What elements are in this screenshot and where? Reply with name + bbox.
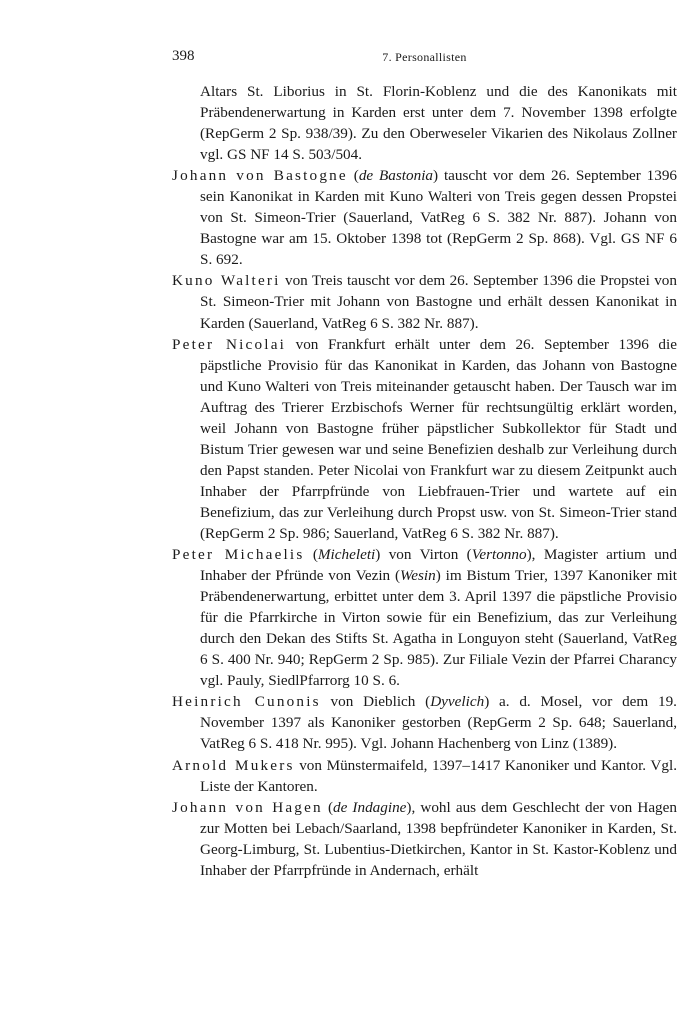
entry-paragraph [172,334,677,544]
page-header [172,48,677,68]
entry-italic-term: Wesin [400,567,436,585]
entry-text: ), wohl aus dem Geschlecht der von Hagen zur Motten bei Lebach/Saarland, 1398 bepfründeter Kanoniker in Karden, St. Georg-Limburg, St. Lubentius-Dietkirchen, Kantor in St. Kastor-Koblenz und Inhaber der Pfarrpfründe in Andernach, erhält [200,798,677,879]
entry-text: ( [304,546,318,564]
continuation-paragraph: Altars St. Liborius in St. Florin-Koblenz und die des Kanonikats mit Präbendenerwartung in Karden erst unter dem 7. November 1398 erfolgte (RepGerm 2 Sp. 938/39). Zu den Oberweseler Vikarien des Nikolaus Zollner vgl. GS NF 14 S. 503/504. [200,83,677,164]
page-number: 398 [172,48,195,64]
entry-name: Arnold Mukers [172,756,295,774]
entry-name: Johann von Bastogne [172,167,348,185]
entry-text: ) tauscht vor dem 26. September 1396 sein Kanonikat in Karden mit Kuno Walteri von Treis gegen dessen Propstei von St. Simeon-Trier (Sauerland, VatReg 6 S. 382 Nr. 887). Johann von Bastogne war am 15. Oktober 1398 tot (RepGerm 2 Sp. 868). Vgl. GS NF 6 S. 692. [200,167,678,269]
entry-paragraph [172,797,677,881]
entry-text: von Dieblich ( [320,693,431,711]
entry-name: Peter Michaelis [172,546,305,564]
entry-text: ), Magister artium und Inhaber der Pfründe von Vezin ( [200,546,677,585]
entry-text: ( [347,167,359,185]
entry-text: ) von Virton ( [375,546,472,564]
running-title: 7. Personallisten [382,50,467,64]
entry-italic-term: Vertonno [471,546,527,564]
entry-text: ) a. d. Mosel, vor dem 19. November 1397 als Kanoniker gestorben (RepGerm 2 Sp. 648; Sauerland, VatReg 6 S. 418 Nr. 995). Vgl. Johann Hachenberg von Linz (1389). [200,693,677,753]
entry-paragraph [172,544,677,691]
entry-paragraph [172,270,677,333]
entry-text: von Frankfurt erhält unter dem 26. September 1396 die päpstliche Provisio für das Kanonikat in Karden, das Johann von Bastogne und Kuno Walteri von Treis miteinander getauscht haben. Der Tausch war im Auftrag des Trierer Erzbischofs Werner für rechtsungültig erklärt worden, weil Johann von Bastogne früher päpstlicher Subkollektor für Stadt und Bistum Trier gewesen war und seine Benefizien deshalb zur Verleihung durch den Papst standen. Peter Nicolai von Frankfurt war zu diesem Zeitpunkt auch Inhaber der Pfarrpfründe von Liebfrauen-Trier und wartete auf ein Benefizium, das zur Verleihung durch Propst usw. von St. Simeon-Trier stand (RepGerm 2 Sp. 986; Sauerland, VatReg 6 S. 382 Nr. 887). [200,335,677,542]
entry-italic-term: de Bastonia [358,167,434,185]
entry-name: Peter Nicolai [172,335,287,353]
body-text [172,81,677,881]
entry-name: Heinrich Cunonis [172,693,321,711]
entry-italic-term: de Indagine [333,798,407,816]
entry-name: Kuno Walteri [172,272,281,290]
entry-text: von Treis tauscht vor dem 26. September 1396 die Propstei von St. Simeon-Trier mit Johann von Bastogne und erhält dessen Kanonikat in Karden (Sauerland, VatReg 6 S. 382 Nr. 887). [200,272,677,332]
entry-text: ) im Bistum Trier, 1397 Kanoniker mit Präbendenerwartung, erbittet unter dem 3. April 1397 die päpstliche Provisio für die Pfarrkirche in Virton sowie für ein Benefizium, das zur Verleihung durch den Dekan des Stifts St. Agatha in Longuyon steht (Sauerland, VatReg 6 S. 400 Nr. 940; RepGerm 2 Sp. 985). Zur Filiale Vezin der Pfarrei Charancy vgl. Pauly, SiedlPfarrorg 10 S. 6. [200,567,677,690]
entry-text: von Münstermaifeld, 1397–1417 Kanoniker und Kantor. Vgl. Liste der Kantoren. [200,756,677,795]
entry-italic-term: Dyvelich [430,693,485,711]
entry-name: Johann von Hagen [172,798,323,816]
entry-paragraph [172,165,677,270]
entry-text: ( [322,798,333,816]
entry-paragraph [172,755,677,797]
entry-paragraph [172,691,677,754]
entry-italic-term: Micheleti [317,546,376,564]
